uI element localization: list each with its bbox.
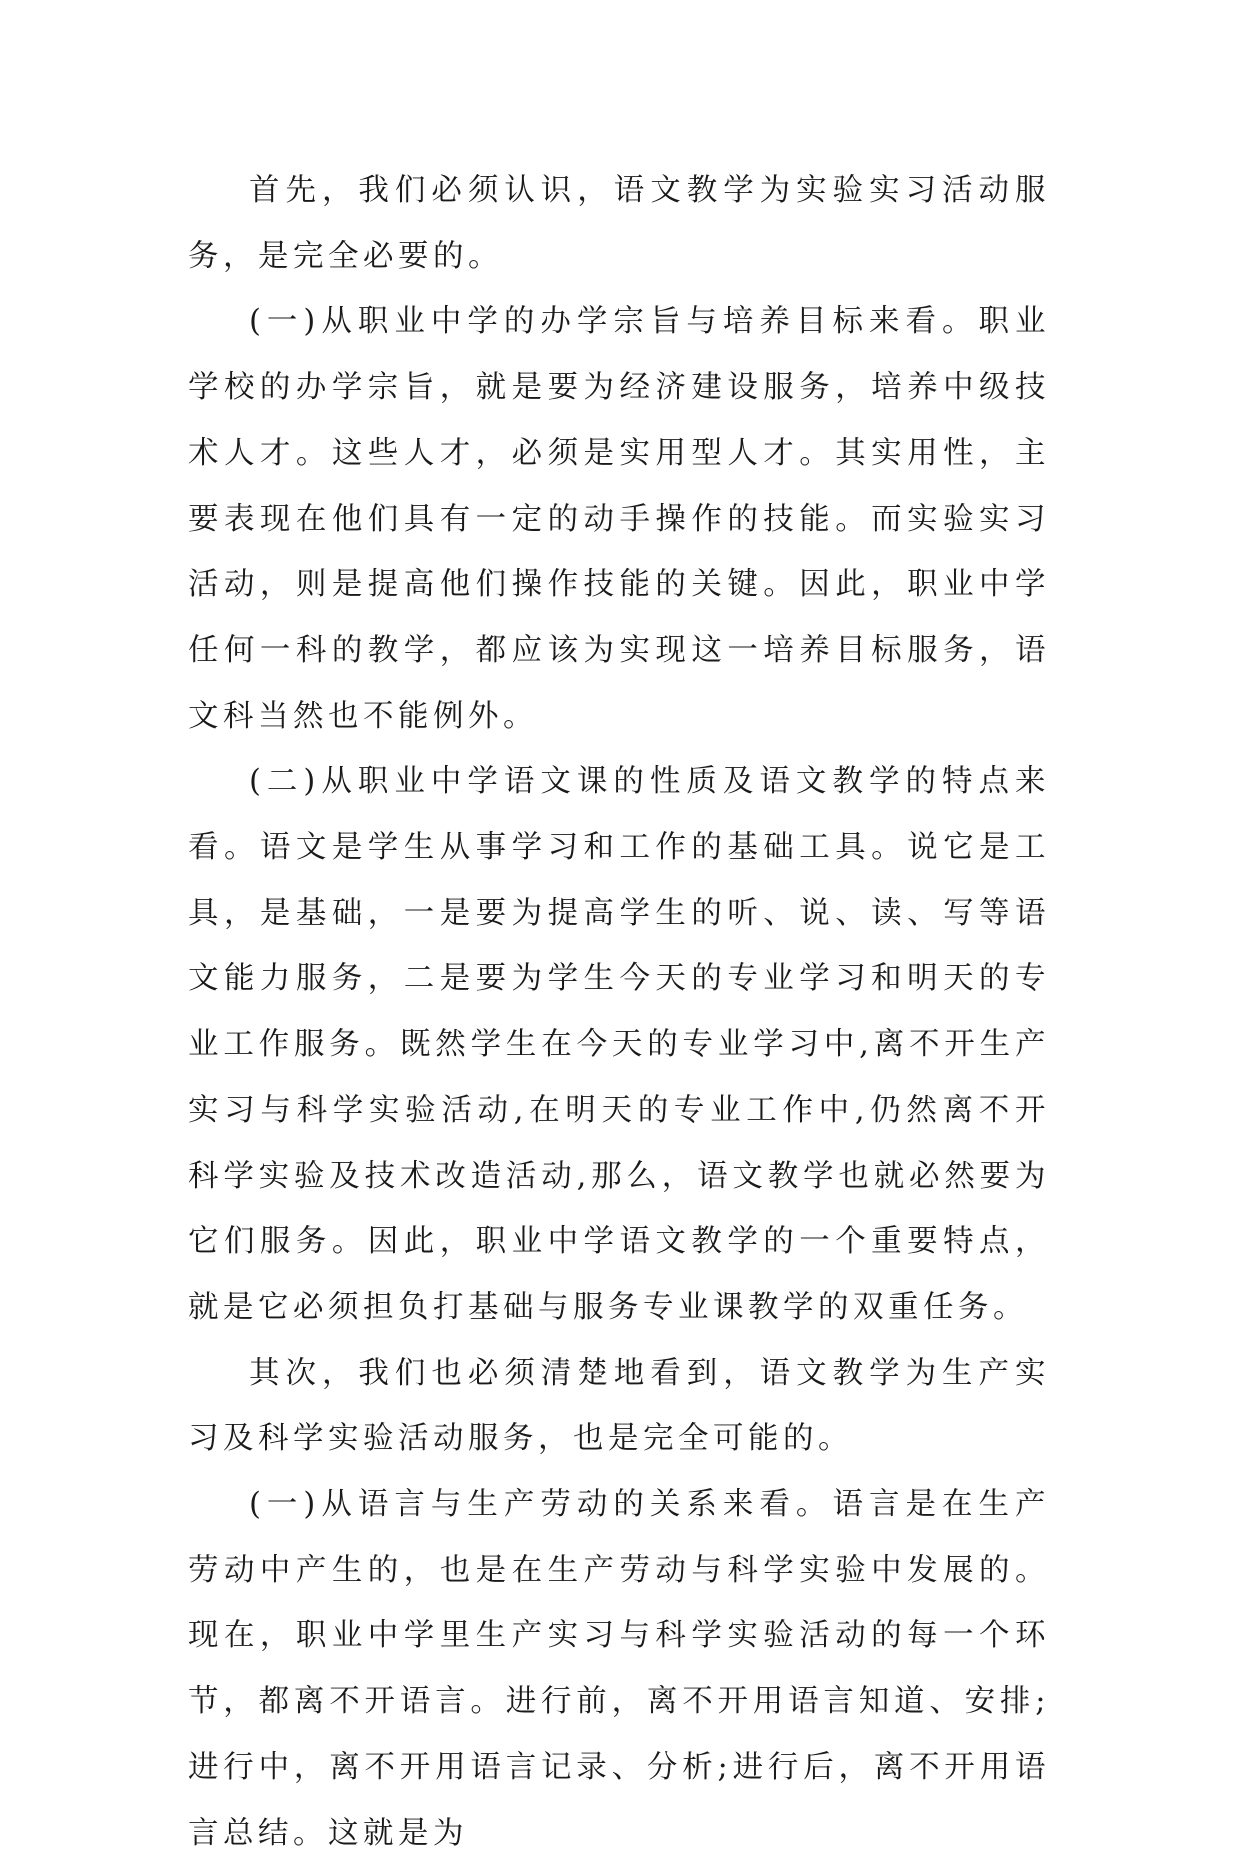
paragraph-2: (一)从职业中学的办学宗旨与培养目标来看。职业学校的办学宗旨，就是要为经济建设服务，培养中级技术人才。这些人才，必须是实用型人才。其实用性，主要表现在他们具有一定的动手操作的技能。而实验实习活动，则是提高他们操作技能的关键。因此，职业中学任何一科的教学，都应该为实现这一培养目标服务，语文科当然也不能例外。: [188, 304, 1050, 734]
paragraph-3: (二)从职业中学语文课的性质及语文教学的特点来看。语文是学生从事学习和工作的基础工具。说它是工具，是基础，一是要为提高学生的听、说、读、写等语文能力服务，二是要为学生今天的专业学习和明天的专业工作服务。既然学生在今天的专业学习中,离不开生产实习与科学实验活动,在明天的专业工作中,仍然离不开科学实验及技术改造活动,那么，语文教学也就必然要为它们服务。因此，职业中学语文教学的一个重要特点，就是它必须担负打基础与服务专业课教学的双重任务。: [188, 764, 1050, 1325]
paragraph-5: (一)从语言与生产劳动的关系来看。语言是在生产劳动中产生的，也是在生产劳动与科学实验中发展的。现在，职业中学里生产实习与科学实验活动的每一个环节，都离不开语言。进行前，离不开用语言知道、安排;进行中，离不开用语言记录、分析;进行后，离不开用语言总结。这就是为: [188, 1487, 1050, 1851]
paragraph-4: 其次，我们也必须清楚地看到，语文教学为生产实习及科学实验活动服务，也是完全可能的。: [188, 1355, 1050, 1457]
body-text: [188, 158, 1050, 1866]
paragraph-1: 首先，我们必须认识，语文教学为实验实习活动服务，是完全必要的。: [188, 173, 1050, 274]
